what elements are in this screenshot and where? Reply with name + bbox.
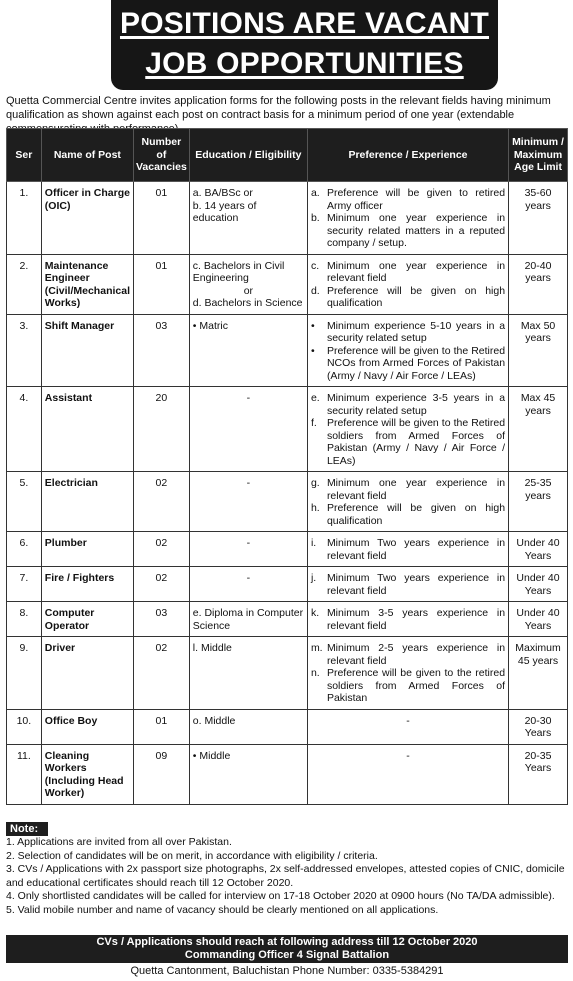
row-vacancies: 01 (133, 182, 189, 255)
row-education (189, 254, 307, 314)
education-line: l. Middle (192, 642, 232, 654)
row-preference (307, 254, 508, 314)
row-age: Maximum 45 years (509, 637, 568, 710)
preference-marker: d. (310, 284, 320, 297)
education-line: or (243, 284, 254, 297)
row-post: Office Boy (41, 709, 133, 744)
preference-text: Minimum one year experience in security related matters in a reputed company / setup. (326, 212, 506, 249)
row-vacancies: 01 (133, 254, 189, 314)
col-ser: Ser (7, 129, 42, 182)
education-line: - (246, 537, 251, 549)
preference-marker: e. (310, 392, 320, 404)
preference-text: Minimum Two years experience in relevant field (326, 572, 506, 597)
preference-text: Preference will be given to the Retired NCOs from Armed Forces of Pakistan (Army / Navy / Air Force / LEAs) (326, 344, 506, 382)
row-age: Under 40 Years (509, 532, 568, 567)
row-ser: 4. (7, 387, 42, 472)
education-line: - (246, 392, 251, 404)
preference-item (311, 642, 505, 667)
row-age: Max 45 years (509, 387, 568, 472)
col-vacancies: Number of Vacancies (133, 129, 189, 182)
preference-item: - (406, 749, 410, 762)
row-preference (307, 709, 508, 744)
preference-item (311, 477, 505, 502)
preference-item (311, 260, 505, 285)
row-preference (307, 567, 508, 602)
note-title: Note: (6, 822, 48, 836)
note-item: 2. Selection of candidates will be on merit, in accordance with eligibility / criteria. (6, 849, 378, 862)
row-vacancies: 02 (133, 472, 189, 532)
vacancies-table (6, 128, 568, 805)
row-ser: 9. (7, 637, 42, 710)
preference-text: Minimum one year experience in relevant field (326, 477, 506, 502)
row-preference (307, 637, 508, 710)
row-education (189, 744, 307, 804)
row-vacancies: 01 (133, 709, 189, 744)
row-vacancies: 02 (133, 532, 189, 567)
preference-text: Minimum experience 3-5 years in a security related setup (326, 392, 506, 417)
row-post: Electrician (41, 472, 133, 532)
deadline-line: CVs / Applications should reach at following address till 12 October 2020 (96, 936, 478, 948)
row-education (189, 567, 307, 602)
preference-marker: a. (310, 187, 320, 199)
row-education (189, 532, 307, 567)
note-item: 3. CVs / Applications with 2x passport size photographs, 2x self-addressed envelopes, attested copies of CNIC, domicile and educational certificates should reach till 12 October 2020. (6, 863, 565, 889)
preference-item: - (406, 714, 410, 727)
row-age: Max 50 years (509, 314, 568, 387)
table-row (7, 182, 568, 255)
table-row (7, 254, 568, 314)
education-line: - (246, 572, 251, 584)
table-row (7, 567, 568, 602)
row-post: Computer Operator (41, 602, 133, 637)
row-vacancies: 09 (133, 744, 189, 804)
address-footer (6, 935, 568, 978)
table-row (7, 387, 568, 472)
row-ser: 11. (7, 744, 42, 804)
row-preference (307, 532, 508, 567)
education-line: o. Middle (192, 714, 236, 727)
row-ser: 10. (7, 709, 42, 744)
preference-marker: g. (310, 477, 320, 489)
preference-marker: n. (310, 667, 320, 679)
headline: POSITIONS ARE VACANT (119, 7, 490, 40)
preference-item (311, 212, 505, 250)
row-preference (307, 182, 508, 255)
row-age: 35-60 years (509, 182, 568, 255)
row-education (189, 709, 307, 744)
preference-marker: • (310, 344, 315, 357)
row-age: 25-35 years (509, 472, 568, 532)
row-age: Under 40 Years (509, 567, 568, 602)
row-age: 20-40 years (509, 254, 568, 314)
note-item: 4. Only shortlisted candidates will be called for interview on 17-18 October 2020 at 0900 hours (No TA/DA admissible). (6, 890, 555, 902)
row-post: Cleaning Workers (Including Head Worker) (41, 744, 133, 804)
table-header-row (7, 129, 568, 182)
row-post: Driver (41, 637, 133, 710)
preference-text: Preference will be given to the Retired soldiers from Armed Forces of Pakistan (Army / Navy / Air Force / LEAs) (326, 417, 506, 467)
table-row (7, 637, 568, 710)
row-ser: 5. (7, 472, 42, 532)
row-education (189, 387, 307, 472)
preference-marker: h. (310, 502, 320, 514)
row-education (189, 472, 307, 532)
row-ser: 3. (7, 314, 42, 387)
preference-text: Minimum 2-5 years experience in relevant field (326, 642, 506, 667)
row-vacancies: 03 (133, 314, 189, 387)
preference-item (311, 345, 505, 383)
row-education (189, 314, 307, 387)
preference-marker: c. (310, 259, 320, 272)
row-education (189, 182, 307, 255)
row-education (189, 602, 307, 637)
advert-header (111, 0, 498, 90)
table-row (7, 709, 568, 744)
row-preference (307, 744, 508, 804)
row-post: Assistant (41, 387, 133, 472)
row-vacancies: 20 (133, 387, 189, 472)
row-post: Maintenance Engineer (Civil/Mechanical Works) (41, 254, 133, 314)
education-line: e. Diploma in Computer Science (192, 607, 304, 632)
preference-item (311, 187, 505, 212)
row-post: Plumber (41, 532, 133, 567)
preference-item (311, 667, 505, 705)
row-preference (307, 602, 508, 637)
preference-marker: m. (310, 642, 323, 654)
preference-marker: k. (310, 607, 320, 619)
preference-text: Preference will be given to the retired soldiers from Armed Forces of Pakistan (326, 667, 506, 704)
row-vacancies: 02 (133, 637, 189, 710)
education-line: - (246, 477, 251, 489)
preference-marker: j. (310, 572, 317, 584)
row-vacancies: 02 (133, 567, 189, 602)
education-line: • Matric (192, 319, 228, 332)
row-post: Shift Manager (41, 314, 133, 387)
col-age: Minimum / Maximum Age Limit (509, 129, 568, 182)
preference-text: Minimum experience 5-10 years in a security related setup (326, 319, 506, 344)
address-line: Quetta Cantonment, Baluchistan Phone Number: 0335-5384291 (130, 965, 444, 977)
table-row (7, 314, 568, 387)
preference-marker: i. (310, 537, 317, 549)
preference-text: Minimum one year experience in relevant field (326, 259, 506, 284)
table-row (7, 472, 568, 532)
row-preference (307, 314, 508, 387)
preference-item (311, 572, 505, 597)
notes-section (6, 822, 568, 917)
note-item: 1. Applications are invited from all over Pakistan. (6, 836, 232, 848)
education-line: c. Bachelors in Civil Engineering (192, 259, 285, 284)
intro-paragraph: Quetta Commercial Centre invites application forms for the following posts in the relevant fields having minimum qualification as shown against each post on contract basis for a minimum period of one year (extendable (6, 95, 551, 121)
row-ser: 1. (7, 182, 42, 255)
row-age: Under 40 Years (509, 602, 568, 637)
preference-item (311, 285, 505, 310)
preference-marker: f. (310, 417, 317, 429)
row-ser: 6. (7, 532, 42, 567)
note-item: 5. Valid mobile number and name of vacancy should be clearly mentioned on all applications. (6, 903, 439, 916)
preference-item (311, 392, 505, 417)
preference-item (311, 417, 505, 467)
preference-item (311, 320, 505, 345)
preference-marker: • (310, 319, 315, 332)
preference-text: Minimum Two years experience in relevant field (326, 537, 506, 562)
row-age: 20-30 Years (509, 709, 568, 744)
row-ser: 7. (7, 567, 42, 602)
row-post: Officer in Charge (OIC) (41, 182, 133, 255)
row-preference (307, 472, 508, 532)
preference-item (311, 502, 505, 527)
education-line: d. Bachelors in Science (192, 297, 303, 309)
row-vacancies: 03 (133, 602, 189, 637)
preference-item (311, 607, 505, 632)
table-row (7, 744, 568, 804)
row-preference (307, 387, 508, 472)
address-bar (6, 935, 568, 963)
row-education (189, 637, 307, 710)
education-line: • Middle (192, 749, 231, 762)
preference-item (311, 537, 505, 562)
col-post: Name of Post (41, 129, 133, 182)
table-row (7, 602, 568, 637)
education-line: a. BA/BSc or (192, 187, 253, 199)
row-post: Fire / Fighters (41, 567, 133, 602)
education-line: b. 14 years of education (192, 199, 257, 224)
col-education: Education / Eligibility (189, 129, 307, 182)
preference-marker: b. (310, 212, 320, 224)
row-ser: 8. (7, 602, 42, 637)
table-body (7, 182, 568, 805)
preference-text: Preference will be given to retired Army officer (326, 187, 506, 212)
preference-text: Preference will be given on high qualification (326, 502, 506, 527)
unit-line: Commanding Officer 4 Signal Battalion (184, 949, 390, 961)
preference-text: Minimum 3-5 years experience in relevant field (326, 607, 506, 632)
subheadline: JOB OPPORTUNITIES (145, 47, 464, 80)
table-row (7, 532, 568, 567)
row-ser: 2. (7, 254, 42, 314)
preference-text: Preference will be given on high qualification (326, 284, 506, 309)
row-age: 20-35 Years (509, 744, 568, 804)
col-preference: Preference / Experience (307, 129, 508, 182)
